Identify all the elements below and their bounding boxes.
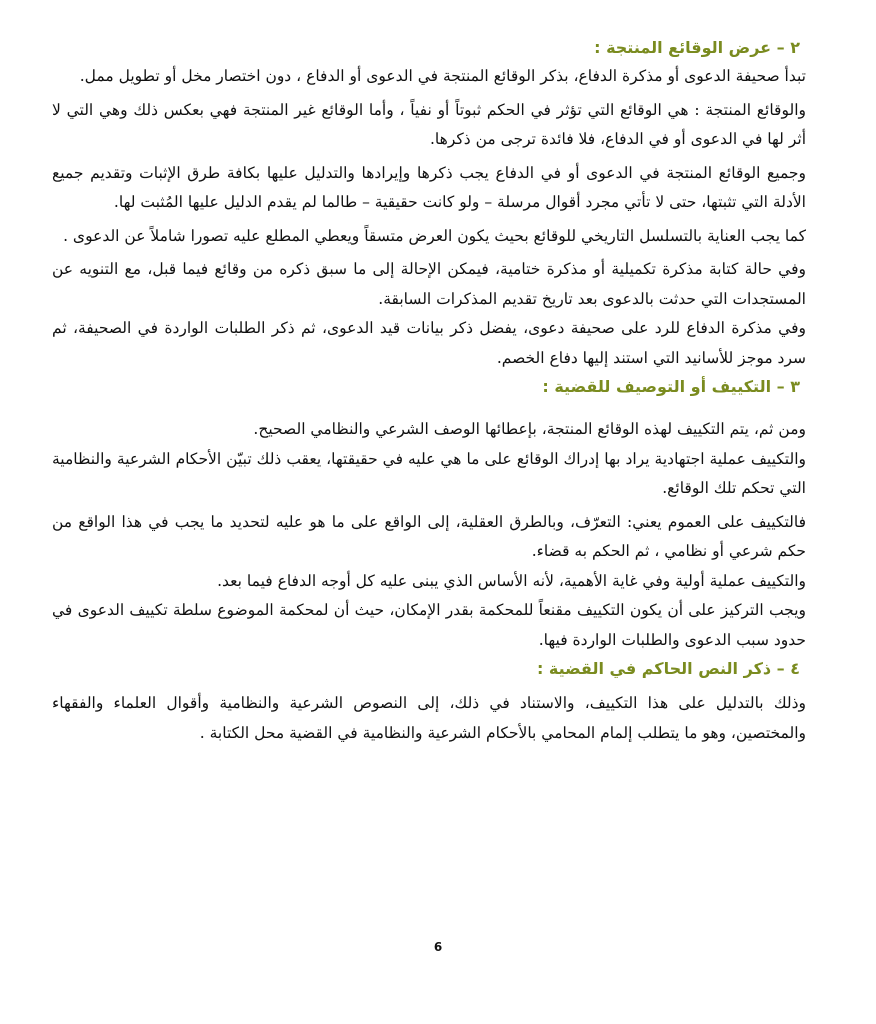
section-3-heading: [52, 375, 806, 399]
section-2-number: ٢: [790, 38, 800, 57]
section-2-paragraph: والوقائع المنتجة : هي الوقائع التي تؤثر في الحكم ثبوتاً أو نفياً ، وأما الوقائع غير المنتجة فهي بعكس ذلك وهي التي لا أثر لها في الدعوى أو في الدفاع، فلا فائدة ترجى من ذكرها.: [52, 100, 806, 148]
section-3-paragraph: فالتكييف على العموم يعني: التعرّف، وبالطرق العقلية، إلى الواقع على ما هو عليه لتحديد ما يجب في هذا الواقع من حكم شرعي أو نظامي ، ثم الحكم به قضاء.: [52, 512, 806, 560]
section-2-paragraph: وفي مذكرة الدفاع للرد على صحيفة دعوى، يفضل ذكر بيانات قيد الدعوى، ثم ذكر الطلبات الواردة في الصحيفة، ثم سرد موجز للأسانيد التي استند إليها دفاع الخصم.: [52, 319, 806, 367]
section-3-paragraph: والتكييف عملية اجتهادية يراد بها إدراك الوقائع على ما هي عليه في حقيقتها، يعقب ذلك تبيّن الأحكام الشرعية والنظامية التي تحكم تلك الوقائع.: [52, 449, 806, 497]
section-2-paragraph: وفي حالة كتابة مذكرة تكميلية أو مذكرة ختامية، فيمكن الإحالة إلى ما سبق ذكره من وقائع فيما قبل، مع التنويه عن المستجدات التي حدثت بالدعوى بعد تاريخ تقديم المذكرات السابقة.: [52, 260, 806, 308]
section-3-number: ٣: [790, 377, 800, 396]
section-2-paragraph: وجميع الوقائع المنتجة في الدعوى أو في الدفاع يجب ذكرها وإيرادها والتدليل عليها بكافة طرق الإثبات وتقديم جميع الأدلة التي تثبتها، حتى لا تأتي مجرد أقوال مرسلة – ولو كانت حقيقية – طالما لم يقدم الدليل عليها المُثبت لها.: [52, 163, 806, 211]
section-2-heading: [52, 36, 806, 60]
section-4-dash: –: [776, 659, 785, 678]
section-2-dash: –: [776, 38, 785, 57]
section-3-paragraph: والتكييف عملية أولية وفي غاية الأهمية، لأنه الأساس الذي يبنى عليه كل أوجه الدفاع فيما بعد.: [217, 571, 806, 590]
section-4-paragraph: وذلك بالتدليل على هذا التكييف، والاستناد في ذلك، إلى النصوص الشرعية والنظامية وأقوال العلماء والفقهاء والمختصين، وهو ما يتطلب إلمام المحامي بالأحكام الشرعية والنظامية في القضية محل الكتابة .: [52, 694, 806, 742]
section-3-dash: –: [776, 377, 785, 396]
section-3-paragraph: ويجب التركيز على أن يكون التكييف مقنعاً للمحكمة بقدر الإمكان، حيث أن لمحكمة الموضوع سلطة تكييف الدعوى في حدود سبب الدعوى والطلبات الواردة فيها.: [52, 601, 806, 649]
section-4-number: ٤: [790, 659, 800, 678]
section-3-title: التكييف أو التوصيف للقضية :: [542, 377, 772, 396]
section-4-heading: [52, 657, 806, 681]
section-2-title: عرض الوقائع المنتجة :: [594, 38, 772, 57]
section-2-paragraph: كما يجب العناية بالتسلسل التاريخي للوقائع بحيث يكون العرض متسقاً ويعطي المطلع عليه تصورا شاملاً عن الدعوى .: [63, 226, 806, 245]
section-3-paragraph: ومن ثم، يتم التكييف لهذه الوقائع المنتجة، بإعطائها الوصف الشرعي والنظامي الصحيح.: [253, 420, 806, 438]
section-2-paragraph: تبدأ صحيفة الدعوى أو مذكرة الدفاع، بذكر الوقائع المنتجة في الدعوى أو الدفاع ، دون اختصار مخل أو تطويل ممل.: [79, 67, 806, 85]
section-4-title: ذكر النص الحاكم في القضية :: [536, 659, 772, 678]
page-number: 6: [433, 940, 443, 954]
